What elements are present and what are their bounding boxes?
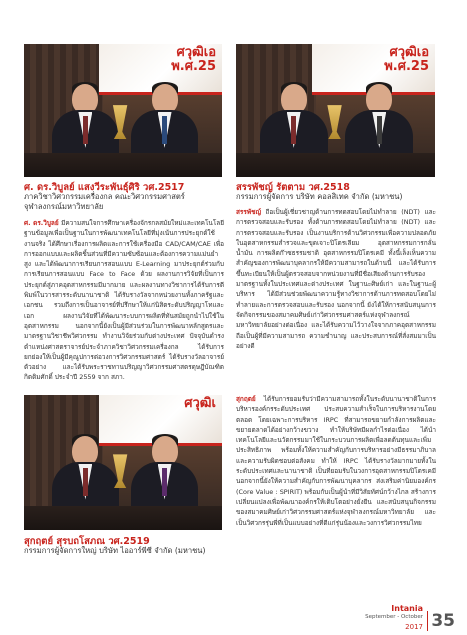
profile-3-name: สุกฤตย์ สุรบถโสภณ วศ.2519 — [24, 536, 150, 547]
magazine-masthead: Intania September - October — [365, 604, 423, 620]
profile-3-text: สุกฤตย์ ได้รับการยอมรับว่ามีความสามารถทั้งในระดับนานาชาติในการบริหารองค์กรระดับประเทศ ประสบความสำเร็จในการบริหารงานโดยตลอด โดยเฉพาะการบริหาร IRPC ที่สามารถขยายกำลังการผลิตและขยายตลาดได้อย่างกว้างขวาง ทำให้บริษัทมีผลกำไรต่อเนื่อง ได้นำเทคโนโลยีและนวัตกรรมมาใช้ในกระบวนการผลิตเพื่อลดต้นทุนและเพิ่มประสิทธิภาพ พร้อมทั้งให้ความสำคัญกับการบริหารอย่างมีธรรมาภิบาลและความรับผิดชอบต่อสังคม ทำให้ IRPC ได้รับรางวัลมากมายทั้งในระดับประเทศและนานาชาติ เป็นที่ยอมรับในวงการอุตสาหกรรมปิโตรเคมี นอกจากนี้ยังให้ความสำคัญกับการพัฒนาบุคลากร ส่งเสริมค่านิยมองค์กร (Core Value : SPIRIT) พร้อมกับเป็นผู้นำที่มีวิสัยทัศน์กว้างไกล สร้างการเปลี่ยนแปลงเพื่อพัฒนาองค์กรให้เติบโตอย่างยั่งยืน และสนับสนุนกิจกรรมของสมาคมศิษย์เก่าวิศวกรรมศาสตร์แห่งจุฬาลงกรณ์มหาวิทยาลัย และเป็นวิศวกรรุ่นพี่ที่เป็นแบบอย่างที่ดีแก่รุ่นน้องและวงการวิศวกรรมไทย — [236, 395, 436, 527]
event-banner: ศวุฒิเอ พ.ศ.25 — [99, 44, 222, 95]
profile-1-title: ภาควิชาวิศวกรรมเครื่องกล คณะวิศวกรรมศาสตร์ จุฬาลงกรณ์มหาวิทยาลัย — [24, 192, 185, 211]
profile-1-name: ศ. ดร.วิบูลย์ แสงวีระพันธุ์ศิริ วศ.2517 — [24, 182, 185, 193]
issue-year: 2017 — [405, 623, 423, 631]
award-photo-2 — [236, 44, 435, 177]
profile-3-title: กรรมการผู้จัดการใหญ่ บริษัท ไออาร์พีซี จำกัด (มหาชน) — [24, 546, 206, 555]
profile-2-title: กรรมการผู้จัดการ บริษัท คอลสิเทค จำกัด (มหาชน) — [236, 192, 403, 201]
page-number: 35 — [431, 611, 455, 631]
profile-2-name: สรรพัชญ์ รัตตาม วศ.2518 — [236, 182, 350, 193]
event-banner: ศวุฒิเอ พ.ศ.25 — [312, 44, 435, 95]
profile-2-text: สรรพัชญ์ ถือเป็นผู้เชี่ยวชาญด้านการทดสอบโดยไม่ทำลาย (NDT) และการตรวจสอบและรับรอง ทั้งด้านการทดสอบโดยไม่ทำลาย (NDT) และการตรวจสอบและรับรอง เป็นงานบริการด้านวิศวกรรมเพื่อความปลอดภัยในอุตสาหกรรมสำรวจและขุดเจาะปิโตรเลียม อุตสาหกรรมการกลั่นน้ำมัน การผลิตก๊าซธรรมชาติ อุตสาหกรรมปิโตรเคมี ทั้งนี้เล็งเห็นความสำคัญของการพัฒนาบุคลากรให้มีความสามารถในด้านนี้ และได้รับการขึ้นทะเบียนให้เป็นผู้ตรวจสอบจากหน่วยงานที่มีชื่อเสียงด้านการรับรองมาตรฐานทั้งในประเทศและต่างประเทศ ในฐานะศิษย์เก่า และในฐานะผู้บริหาร ได้มีส่วนช่วยพัฒนาความรู้ทางวิชาการด้านการทดสอบโดยไม่ทำลายและการตรวจสอบและรับรอง นอกจากนี้ ยังได้ให้การสนับสนุนการจัดกิจกรรมของสมาคมศิษย์เก่าวิศวกรรมศาสตร์แห่งจุฬาลงกรณ์มหาวิทยาลัยอย่างต่อเนื่อง และได้รับความไว้วางใจจากภาคอุตสาหกรรม ถือเป็นผู้ที่มีความสามารถ ความชำนาญ และประสบการณ์ที่สั่งสมมาเป็นอย่างดี — [236, 208, 436, 350]
event-banner: ศวุฒิเ — [99, 395, 222, 446]
footer-divider — [427, 611, 428, 631]
award-photo-3 — [24, 395, 222, 530]
profile-1-text: ศ. ดร.วิบูลย์ มีความสนใจการศึกษาเครื่องจักรกลสมัยใหม่และเทคโนโลยีฐานข้อมูลเพื่อเป็นฐานในการพัฒนาเทคโนโลยีที่มุ่งเน้นการประยุกต์ใช้งานจริง ได้ศึกษาเรื่องการผลิตและการใช้เครื่องมือ CAD/CAM/CAE เพื่อการออกแบบและผลิตชิ้นส่วนที่มีความซับซ้อนและต้องการความแม่นยำสูง และได้พัฒนาการเรียนการสอนแบบ E-Learning มาประยุกต์ร่วมกับการเรียนการสอนแบบ Face to Face ด้วย ผลงานการวิจัยที่เป็นการประยุกต์สู่ภาคอุตสาหกรรมมีมากมาย และผลงานทางวิชาการได้รับการตีพิมพ์ในวารสารระดับนานาชาติ ได้รับรางวัลจากหน่วยงานทั้งภาครัฐและเอกชน รวมถึงการเป็นอาจารย์ที่ปรึกษาให้แก่นิสิตระดับปริญญาโทและเอก ผลงานวิจัยที่ได้พัฒนาระบบการผลิตที่ทันสมัยถูกนำไปใช้ในอุตสาหกรรม นอกจากนี้ยังเป็นผู้มีส่วนร่วมในการพัฒนาหลักสูตรและมาตรฐานวิชาชีพวิศวกรรม ทำงานวิจัยร่วมกับต่างประเทศ ปัจจุบันดำรงตำแหน่งศาสตราจารย์ประจำภาควิชาวิศวกรรมเครื่องกล ได้รับการยกย่องให้เป็นผู้มีคุณูปการต่อวงการวิศวกรรมศาสตร์ ได้รับรางวัลอาจารย์ตัวอย่าง และได้รับพระราชทานปริญญาวิศวกรรมศาสตรดุษฎีบัณฑิตกิตติมศักดิ์ ประจำปี 2559 จาก สภา. — [24, 219, 224, 382]
trophy-icon — [326, 105, 344, 139]
award-photo-1 — [24, 44, 222, 177]
